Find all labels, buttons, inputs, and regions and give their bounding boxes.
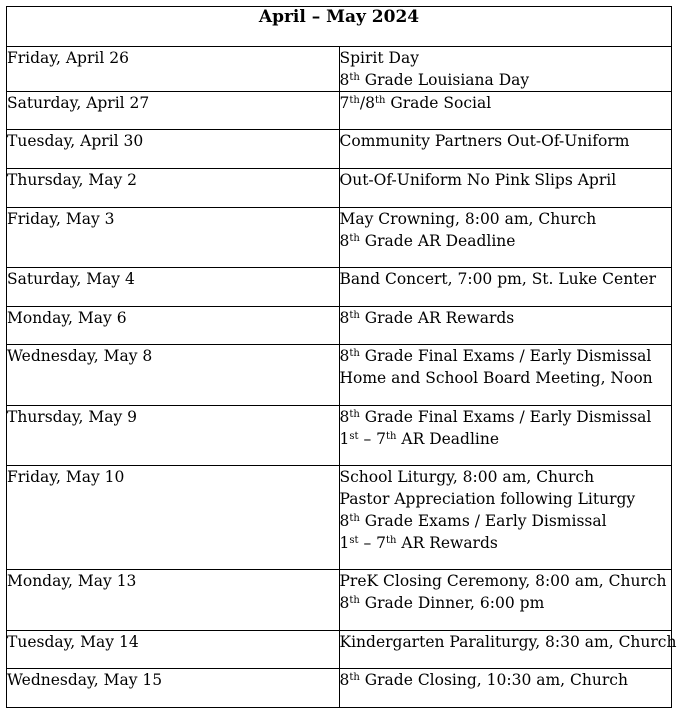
event-line: 8th Grade Louisiana Day — [339, 71, 530, 89]
calendar-row — [7, 406, 672, 466]
ordinal-suffix: th — [349, 348, 360, 359]
calendar-row — [7, 307, 672, 345]
calendar-row — [7, 570, 672, 631]
ordinal-suffix: th — [386, 535, 397, 546]
date-cell: Monday, May 6 — [7, 307, 340, 345]
calendar-document — [6, 6, 677, 708]
events-cell — [339, 208, 672, 268]
title-row — [7, 7, 672, 47]
date-cell: Thursday, May 2 — [7, 169, 340, 208]
calendar-row — [7, 631, 672, 669]
event-line: 8th Grade Final Exams / Early Dismissal — [339, 408, 652, 426]
events-cell — [339, 570, 672, 631]
date-cell: Thursday, May 9 — [7, 406, 340, 466]
date-cell: Saturday, April 27 — [7, 92, 340, 130]
ordinal-suffix: th — [349, 595, 360, 606]
events-cell — [339, 268, 672, 307]
event-line: Home and School Board Meeting, Noon — [339, 369, 653, 387]
calendar-row — [7, 466, 672, 570]
events-cell — [339, 47, 672, 92]
calendar-row — [7, 47, 672, 92]
event-line: 8th Grade Final Exams / Early Dismissal — [339, 347, 652, 365]
event-line: Pastor Appreciation following Liturgy — [339, 490, 636, 508]
event-line: Spirit Day — [339, 49, 419, 67]
event-line: School Liturgy, 8:00 am, Church — [339, 468, 595, 486]
event-line: Out-Of-Uniform No Pink Slips April — [339, 171, 617, 189]
event-line: Kindergarten Paraliturgy, 8:30 am, Church — [339, 633, 677, 651]
date-cell: Saturday, May 4 — [7, 268, 340, 307]
event-line: 8th Grade Exams / Early Dismissal — [339, 512, 607, 530]
event-line: 8th Grade Closing, 10:30 am, Church — [339, 671, 628, 689]
calendar-row — [7, 669, 672, 708]
calendar-row — [7, 268, 672, 307]
events-cell — [339, 130, 672, 169]
event-line: May Crowning, 8:00 am, Church — [339, 210, 597, 228]
ordinal-suffix: th — [349, 95, 360, 106]
ordinal-suffix: th — [386, 431, 397, 442]
events-cell — [339, 169, 672, 208]
event-line: 8th Grade AR Deadline — [339, 232, 516, 250]
events-cell — [339, 466, 672, 570]
ordinal-suffix: st — [349, 535, 359, 546]
event-line: 8th Grade Dinner, 6:00 pm — [339, 594, 545, 612]
event-line: PreK Closing Ceremony, 8:00 am, Church — [339, 572, 667, 590]
event-line: 7th/8th Grade Social — [339, 94, 492, 112]
calendar-table — [6, 6, 677, 708]
events-cell — [339, 669, 672, 708]
event-line: 1st – 7th AR Deadline — [339, 430, 500, 448]
ordinal-suffix: st — [349, 431, 359, 442]
calendar-row — [7, 208, 672, 268]
date-cell: Wednesday, May 15 — [7, 669, 340, 708]
events-cell — [339, 631, 677, 669]
date-cell: Monday, May 13 — [7, 570, 340, 631]
event-line: Community Partners Out-Of-Uniform — [339, 132, 630, 150]
calendar-row — [7, 169, 672, 208]
ordinal-suffix: th — [349, 72, 360, 83]
date-cell: Friday, April 26 — [7, 47, 340, 92]
date-cell: Tuesday, April 30 — [7, 130, 340, 169]
calendar-row — [7, 92, 672, 130]
events-cell — [339, 345, 672, 406]
ordinal-suffix: th — [349, 513, 360, 524]
ordinal-suffix: th — [349, 233, 360, 244]
events-cell — [339, 307, 672, 345]
calendar-row — [7, 345, 672, 406]
date-cell: Friday, May 10 — [7, 466, 340, 570]
ordinal-suffix: th — [349, 409, 360, 420]
ordinal-suffix: th — [349, 310, 360, 321]
event-line: 8th Grade AR Rewards — [339, 309, 515, 327]
calendar-title: April – May 2024 — [7, 7, 672, 47]
ordinal-suffix: th — [374, 95, 386, 106]
date-cell: Friday, May 3 — [7, 208, 340, 268]
events-cell — [339, 92, 672, 130]
event-line: 1st – 7th AR Rewards — [339, 534, 498, 552]
ordinal-suffix: th — [349, 672, 360, 683]
date-cell: Tuesday, May 14 — [7, 631, 340, 669]
event-line: Band Concert, 7:00 pm, St. Luke Center — [339, 270, 656, 288]
calendar-row — [7, 130, 672, 169]
date-cell: Wednesday, May 8 — [7, 345, 340, 406]
events-cell — [339, 406, 672, 466]
